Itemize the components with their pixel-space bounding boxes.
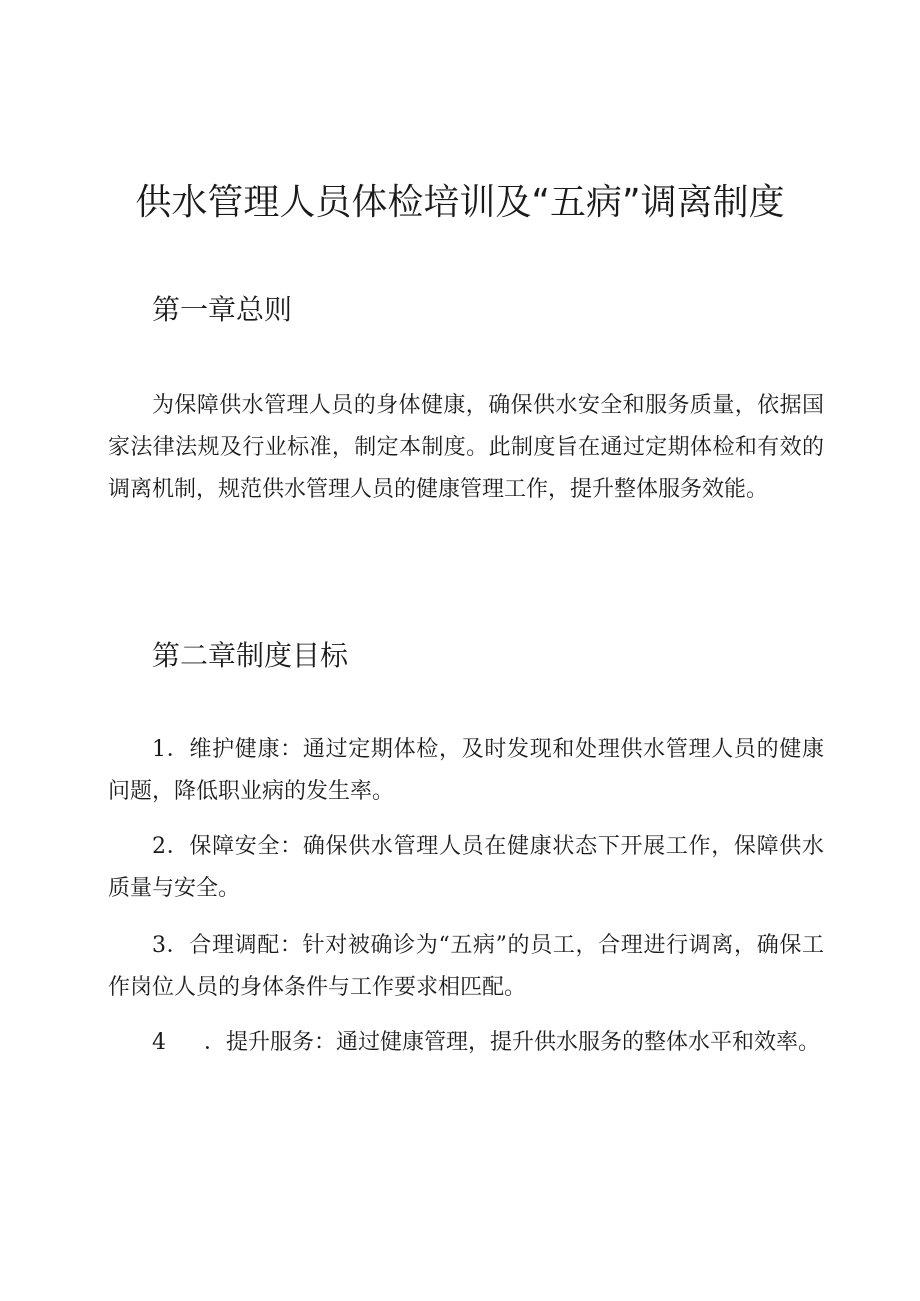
list-item-number: 1 <box>152 737 166 762</box>
chapter-1-heading: 第一章总则 <box>152 293 293 326</box>
list-item <box>108 826 824 910</box>
list-item-text: ．提升服务：通过健康管理，提升供水服务的整体水平和效率。 <box>204 1030 821 1055</box>
list-item-number: 2 <box>152 834 166 859</box>
list-item-text: ．合理调配：针对被确诊为“五病”的员工，合理进行调离，确保工作岗位人员的身体条件与工作要求相匹配。 <box>108 933 824 1000</box>
list-item-number: 4 <box>152 1030 166 1055</box>
list-item <box>108 729 824 813</box>
list-item-text: ．维护健康：通过定期体检，及时发现和处理供水管理人员的健康问题，降低职业病的发生率。 <box>108 737 824 804</box>
document-title: 供水管理人员体检培训及“五病”调离制度 <box>135 182 785 223</box>
list-item <box>108 1022 824 1064</box>
chapter-1-paragraph: 为保障供水管理人员的身体健康，确保供水安全和服务质量，依据国家法律法规及行业标准，制定本制度。此制度旨在通过定期体检和有效的调离机制，规范供水管理人员的健康管理工作，提升整体服务效能。 <box>108 393 824 502</box>
list-item-text: ．保障安全：确保供水管理人员在健康状态下开展工作，保障供水质量与安全。 <box>108 834 824 901</box>
list-item <box>108 925 824 1009</box>
list-item-number: 3 <box>152 933 166 958</box>
chapter-2-heading: 第二章制度目标 <box>152 639 349 672</box>
